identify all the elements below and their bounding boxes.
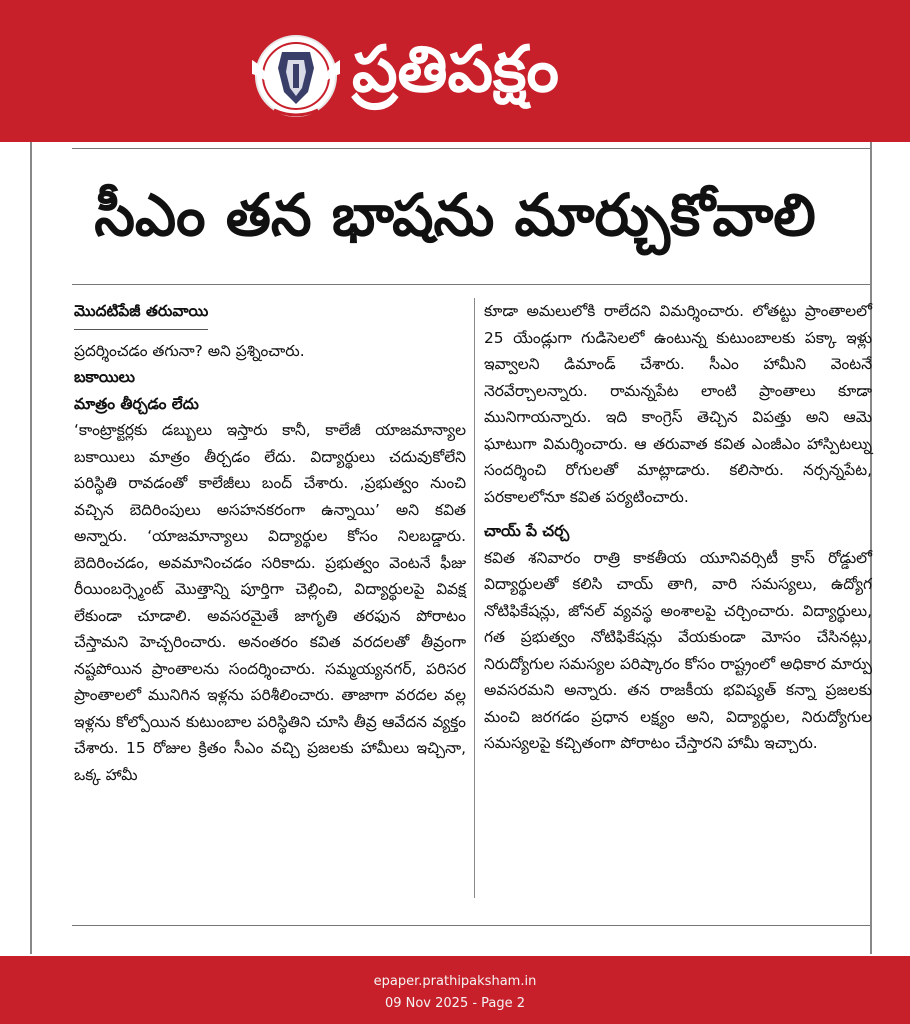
right-column [484,298,872,757]
emblem-logo-icon [248,30,344,122]
headline-rule [72,284,870,285]
subhead-not-paid: మాత్రం తీర్చడం లేదు [74,394,199,413]
top-rule [72,148,870,149]
continued-kicker: మొదటిపేజీ తరువాయి [74,298,208,330]
brand-name: ప్రతిపక్షం [352,33,559,107]
article-headline: సీఎం తన భాషను మార్చుకోవాలి [94,181,816,249]
left-intro-paragraph: ప్రదర్శించడం తగునా? అని ప్రశ్నించారు. [74,341,305,360]
footer-date-page: 09 Nov 2025 - Page 2 [384,996,526,1011]
subhead-arrears: బకాయిలు [74,368,135,386]
masthead [0,0,910,142]
footer-url[interactable]: epaper.prathipaksham.in [373,974,537,989]
left-body-paragraph: ‘కాంట్రాక్టర్లకు డబ్బులు ఇస్తారు కానీ, కాలేజీ యాజమాన్యాల బకాయిలు మాత్రం తీర్చడం లేదు. విద్యార్థులు చదువుకోలేని పరిస్థితి రావడంతో కాలేజీలు బంద్ చేశారు. ,ప్రభుత్వం నుంచి వచ్చిన బెదిరింపులు అసహనకరంగా ఉన్నాయి’ అని కవిత అన్నారు. ‘యాజమాన్యాలు విద్యార్థుల కోసం నిలబడ్డారు. బెదిరించడం, అవమానించడం సరికాదు. ప్రభుత్వం వెంటనే ఫీజు రీయింబర్స్మెంట్ మొత్తాన్ని పూర్తిగా చెల్లించి, విద్యార్థులపై వివక్ష లేకుండా చూడాలి. అవసరమైతే జాగృతి తరఫున పోరాటం చేస్తామని హెచ్చరించారు. అనంతరం కవిత వరదలతో తీవ్రంగా నష్టపోయిన ప్రాంతాలను సందర్శించారు. సమ్మయ్యనగర్, పరిసర ప్రాంతాలలో మునిగిన ఇళ్లను పరిశీలించారు. తాజాగా వరదల వల్ల ఇళ్లను కోల్పోయిన కుటుంబాల పరిస్థితిని చూసి తీవ్ర ఆవేదన వ్యక్తం చేశారు. 15 రోజుల క్రితం సీఎం వచ్చి ప్రజలకు హామీలు ఇచ్చినా, ఒక్క హామీ [74,421,466,784]
subhead-chai-pe-charcha: చాయ్ పే చర్చ [484,522,570,540]
column-divider [474,298,475,898]
bottom-rule [72,925,870,926]
footer [0,956,910,1024]
right-body-paragraph-2: కవిత శనివారం రాత్రి కాకతీయ యూనివర్సిటీ క్రాస్ రోడ్డులో విద్యార్థులతో కలిసి చాయ్ తాగి, వారి సమస్యలు, ఉద్యోగ నోటిఫికేషన్లు, జోనల్ వ్యవస్థ అంశాలపై చర్చించారు. విద్యార్థులు, గత ప్రభుత్వం నోటిఫికేషన్లు వేయకుండా మోసం చేసినట్లు, నిరుద్యోగుల సమస్యల పరిష్కారం కోసం రాష్ట్రంలో అధికార మార్పు అవసరమని అన్నారు. తన రాజకీయ భవిష్యత్ కన్నా ప్రజలకు మంచి జరగడం ప్రధాన లక్ష్యం అని, విద్యార్థుల, నిరుద్యోగుల సమస్యలపై కచ్చితంగా పోరాటం చేస్తారని హామీ ఇచ్చారు. [484,548,872,752]
left-column [74,298,466,788]
right-body-paragraph-1: కూడా అమలులోకి రాలేదని విమర్శించారు. లోతట్టు ప్రాంతాలలో 25 యేండ్లుగా గుడిసెలలో ఉంటున్న కుటుంబాలకు పక్కా ఇళ్లు ఇవ్వాలని డిమాండ్ చేశారు. సీఎం హామీని వెంటనే నెరవేర్చాలన్నారు. రామన్నపేట లాంటి ప్రాంతాలు కూడా మునిగాయన్నారు. ఇది కాంగ్రెస్ తెచ్చిన విపత్తు అని ఆమె ఘాటుగా విమర్శించారు. ఆ తరువాత కవిత ఎంజీఎం హాస్పిటల్ను సందర్శించి రోగులతో మాట్లాడారు. కలిసారు. నర్సన్నపేట, పరకాలలోనూ కవిత పర్యటించారు. [484,302,872,506]
